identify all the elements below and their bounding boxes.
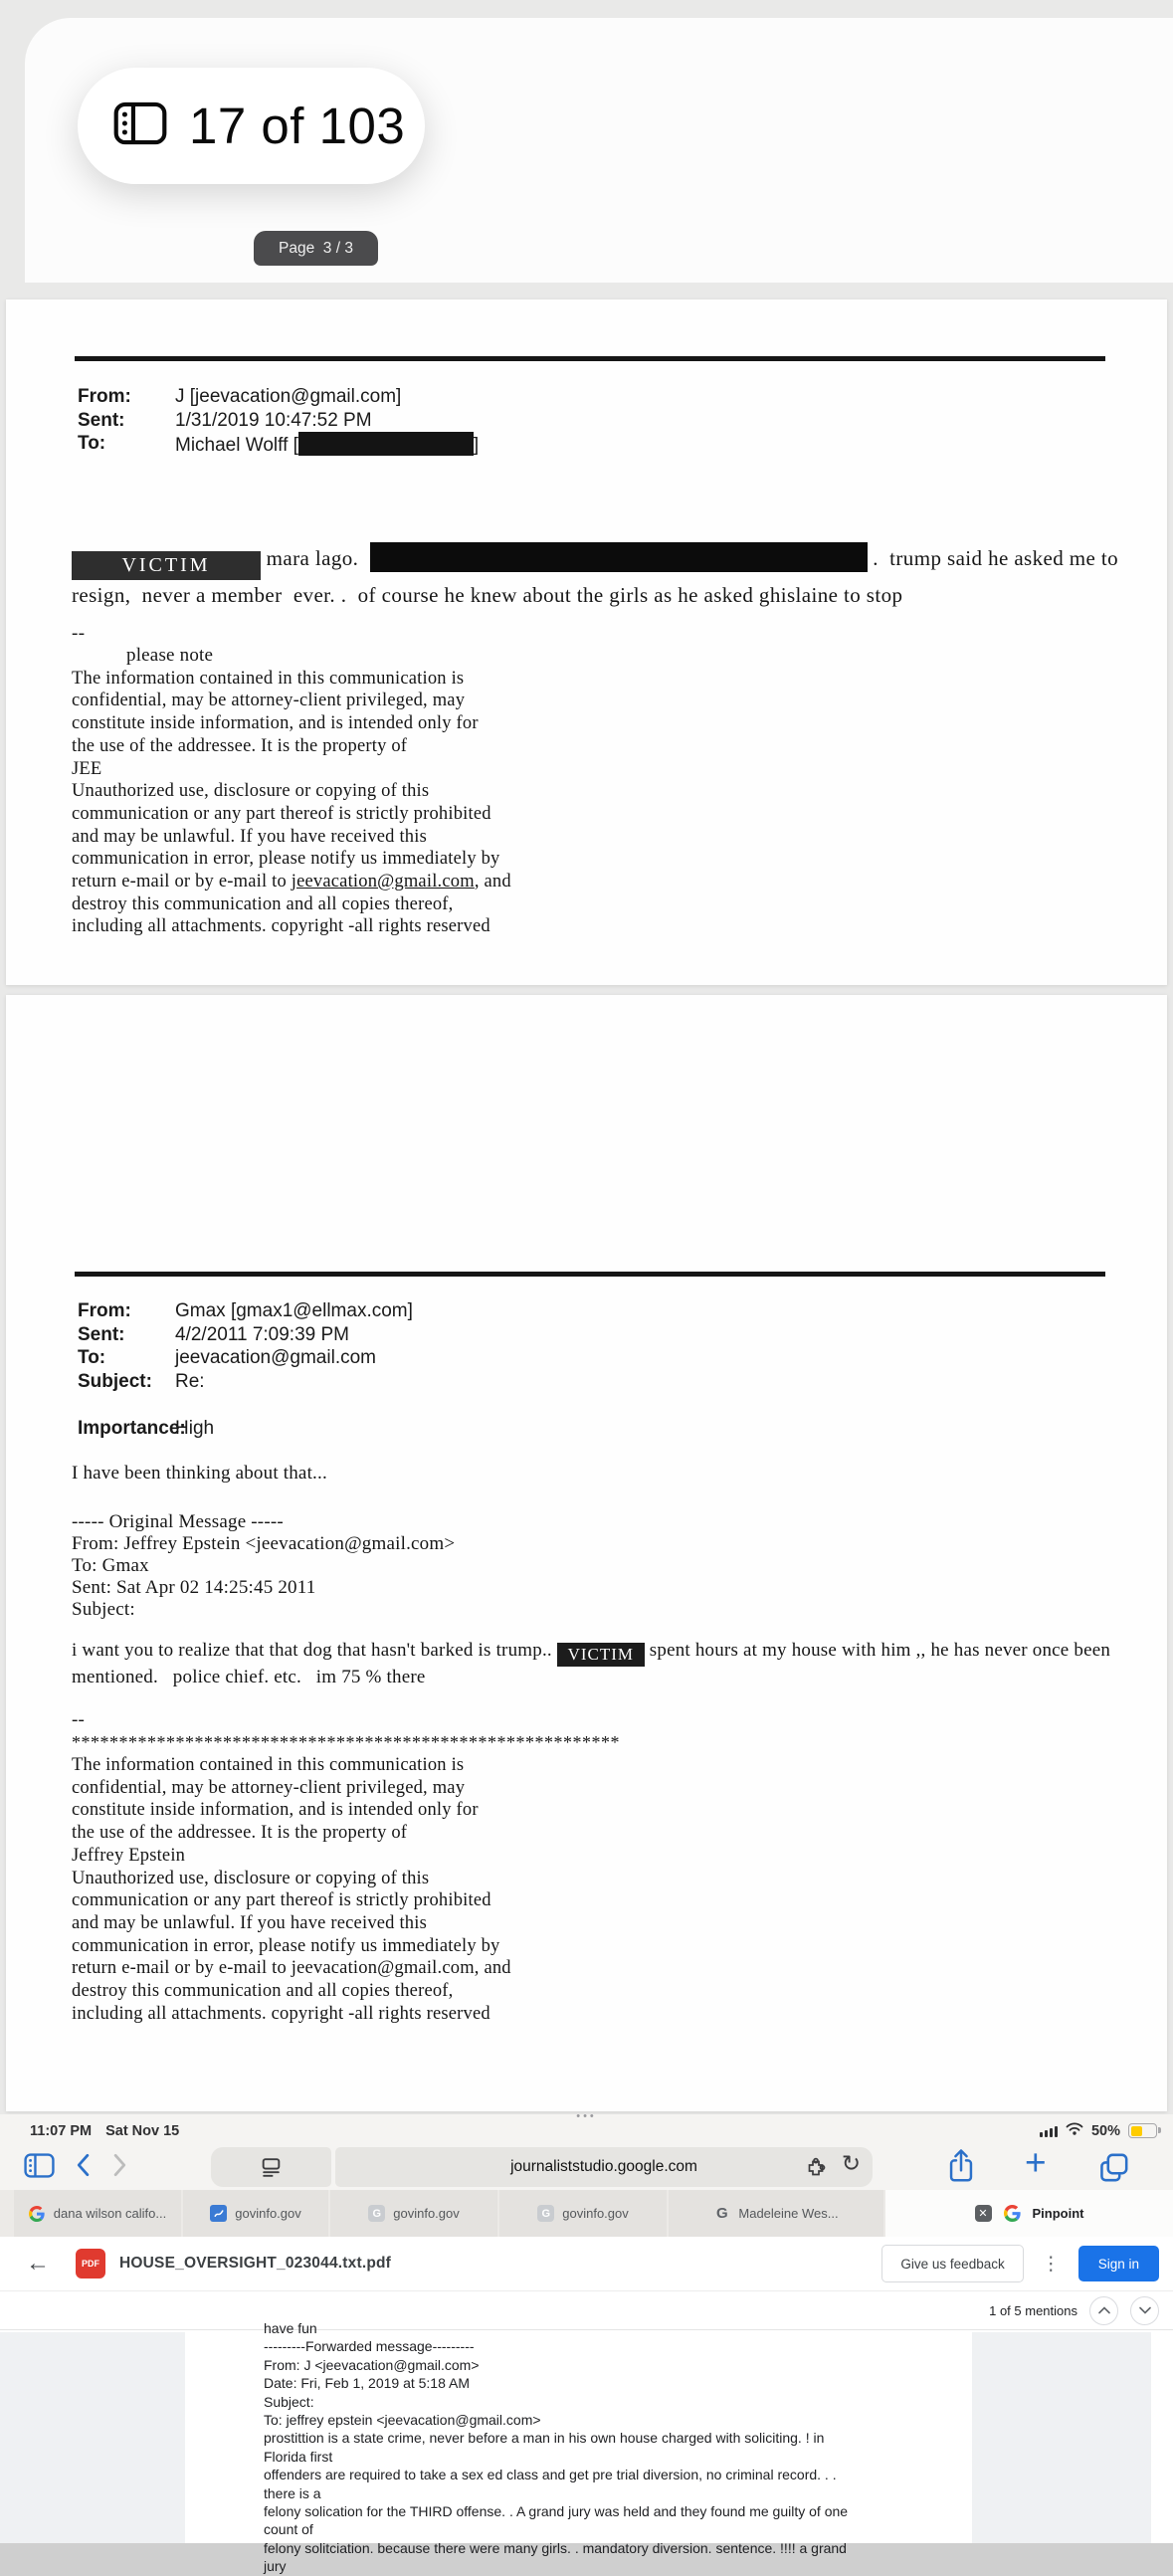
pdf-file-icon: PDF bbox=[76, 2249, 105, 2279]
mentions-count: 1 of 5 mentions bbox=[989, 2302, 1077, 2318]
disclaimer-line: Unauthorized use, disclosure or copying of this bbox=[72, 781, 430, 802]
address-bar[interactable] bbox=[335, 2147, 873, 2187]
disclaimer-line: communication or any part thereof is strictly prohibited bbox=[72, 1890, 491, 1911]
email-link: jeevacation@gmail.com bbox=[291, 872, 475, 892]
next-mention-button[interactable] bbox=[1130, 2296, 1159, 2325]
url-text: journaliststudio.google.com bbox=[510, 2158, 697, 2175]
tab-label: govinfo.gov bbox=[562, 2206, 629, 2221]
back-icon[interactable] bbox=[76, 2153, 90, 2182]
close-tab-icon[interactable]: ✕ bbox=[975, 2205, 992, 2222]
disclaimer-line: The information contained in this communication is bbox=[72, 668, 465, 689]
disclaimer-email-line: return e-mail or by e-mail to jeevacation@gmail.com, and bbox=[72, 872, 511, 892]
email2-opening: I have been thinking about that... bbox=[72, 1463, 327, 1484]
disclaimer-line: communication or any part thereof is strictly prohibited bbox=[72, 803, 491, 824]
toolbar-handle: ••• bbox=[576, 2110, 597, 2122]
disclaimer-line: return e-mail or by e-mail to jeevacation@gmail.com, and bbox=[72, 1958, 511, 1979]
tab-label: govinfo.gov bbox=[393, 2206, 460, 2221]
from-value: Gmax [gmax1@ellmax.com] bbox=[175, 1300, 413, 1321]
email1-header bbox=[78, 385, 479, 458]
disclaimer-line: communication in error, please notify us immediately by bbox=[72, 1935, 500, 1956]
cellular-signal-icon bbox=[1040, 2125, 1058, 2137]
redaction-block bbox=[298, 432, 474, 456]
sent-label: Sent: bbox=[78, 409, 125, 431]
preview-line: To: jeffrey epstein <jeevacation@gmail.com> bbox=[264, 2412, 541, 2429]
sent-value: 1/31/2019 10:47:52 PM bbox=[175, 409, 372, 431]
to-value: jeevacation@gmail.com bbox=[175, 1347, 376, 1368]
page-indicator-pill[interactable] bbox=[78, 68, 425, 184]
tabs-overview-icon[interactable] bbox=[1097, 2151, 1130, 2189]
preview-text bbox=[264, 2319, 970, 2576]
disclaimer-line: destroy this communication and all copies thereof, bbox=[72, 1981, 454, 2002]
email1-paragraph: VICTIM mara lago. . trump said he asked me to resign, never a member ever. . of course he knew about the girls as he asked ghislaine to stop bbox=[72, 542, 1158, 610]
quote-line: From: Jeffrey Epstein <jeevacation@gmail.com> bbox=[72, 1533, 456, 1554]
back-arrow-icon[interactable]: ← bbox=[26, 2250, 50, 2277]
reload-icon[interactable]: ↻ bbox=[841, 2151, 861, 2177]
browser-tab[interactable] bbox=[669, 2190, 883, 2237]
kebab-menu-icon[interactable]: ⋮ bbox=[1041, 2253, 1061, 2275]
importance-label: Importance: bbox=[78, 1418, 186, 1439]
email1-disclaimer bbox=[72, 668, 1158, 938]
wifi-icon bbox=[1066, 2122, 1083, 2139]
horizontal-rule bbox=[75, 1272, 1105, 1277]
pinpoint-file-header bbox=[0, 2237, 1173, 2291]
preview-line: Date: Fri, Feb 1, 2019 at 5:18 AM bbox=[264, 2375, 470, 2392]
horizontal-rule bbox=[75, 356, 1105, 361]
preview-line: there is a bbox=[264, 2484, 321, 2501]
status-left bbox=[30, 2123, 179, 2139]
sidebar-icon[interactable] bbox=[24, 2153, 55, 2183]
redaction-block bbox=[370, 542, 868, 572]
signature-dashes: -- bbox=[72, 623, 86, 644]
preview-left-margin bbox=[0, 2332, 185, 2543]
pdf-page-email1 bbox=[6, 299, 1167, 985]
sent-label: Sent: bbox=[78, 1323, 125, 1345]
preview-line: Subject: bbox=[264, 2393, 314, 2410]
from-value: J [jeevacation@gmail.com] bbox=[175, 386, 402, 407]
give-feedback-button[interactable]: Give us feedback bbox=[881, 2245, 1023, 2282]
status-right bbox=[1040, 2122, 1157, 2139]
disclaimer-line: confidential, may be attorney-client privileged, may bbox=[72, 691, 466, 711]
disclaimer-line: the use of the addressee. It is the property of bbox=[72, 735, 408, 756]
subject-label: Subject: bbox=[78, 1370, 152, 1392]
disclaimer-line: the use of the addressee. It is the property of bbox=[72, 1823, 408, 1844]
document-filename: HOUSE_OVERSIGHT_023044.txt.pdf bbox=[119, 2255, 392, 2272]
date: Sat Nov 15 bbox=[105, 2122, 180, 2139]
preview-line: Florida first bbox=[264, 2448, 333, 2465]
disclaimer-line: Unauthorized use, disclosure or copying of this bbox=[72, 1868, 430, 1888]
reader-view-button[interactable] bbox=[211, 2147, 331, 2187]
preview-line: count of bbox=[264, 2521, 313, 2538]
email1-body bbox=[72, 542, 1158, 938]
browser-tab[interactable] bbox=[14, 2190, 181, 2237]
disclaimer-line: including all attachments. copyright -all rights reserved bbox=[72, 2003, 490, 2024]
tab-label: Pinpoint bbox=[1032, 2206, 1084, 2221]
sidebar-pages-icon bbox=[113, 101, 167, 150]
clock: 11:07 PM bbox=[30, 2122, 93, 2139]
email2-paragraph: i want you to realize that that dog that hasn't barked is trump.. VICTIM spent hours at my house with him ,, he has never once been mentioned. police chief. etc. im 75 % there bbox=[72, 1640, 1115, 1687]
preview-line: From: J <jeevacation@gmail.com> bbox=[264, 2356, 480, 2373]
victim-redaction-box: VICTIM bbox=[72, 551, 261, 580]
preview-line: ---------Forwarded message--------- bbox=[264, 2338, 475, 2355]
disclaimer-line: The information contained in this communication is bbox=[72, 1755, 465, 1775]
document-preview[interactable] bbox=[0, 2320, 1173, 2575]
gray-globe-icon: G bbox=[368, 2205, 385, 2222]
disclaimer-line: constitute inside information, and is intended only for bbox=[72, 1800, 479, 1821]
google-icon bbox=[29, 2205, 46, 2222]
browser-tab[interactable] bbox=[330, 2190, 497, 2237]
previous-page-card bbox=[25, 18, 1173, 283]
please-note: please note bbox=[126, 645, 214, 666]
email2-body bbox=[72, 1463, 1158, 2025]
importance-value: High bbox=[175, 1418, 215, 1439]
from-label: From: bbox=[78, 1300, 131, 1321]
page-indicator-text: 17 of 103 bbox=[189, 98, 406, 154]
gray-globe-icon: G bbox=[537, 2205, 554, 2222]
preview-line: offenders are required to take a sex ed class and get pre trial diversion, no criminal record. . . bbox=[264, 2467, 837, 2483]
govinfo-icon bbox=[210, 2205, 227, 2222]
preview-line: prostittion is a state crime, never before a man in his own house charged with soliciting. ! in bbox=[264, 2430, 825, 2447]
preview-line: felony solitciation. because there were many girls. . mandatory diversion. sentence. !!!! a grand bbox=[264, 2539, 847, 2556]
disclaimer-line: JEE bbox=[72, 758, 102, 779]
tab-label: dana wilson califo... bbox=[53, 2206, 167, 2221]
browser-tab[interactable] bbox=[183, 2190, 328, 2237]
tab-bar bbox=[0, 2190, 1173, 2237]
quote-line: To: Gmax bbox=[72, 1555, 149, 1576]
google-g-icon: G bbox=[716, 2205, 728, 2222]
sign-in-button[interactable]: Sign in bbox=[1078, 2246, 1159, 2281]
tab-label: Madeleine Wes... bbox=[738, 2206, 839, 2221]
quote-line: Subject: bbox=[72, 1599, 135, 1620]
disclaimer-line: communication in error, please notify us immediately by bbox=[72, 849, 500, 870]
previous-mention-button[interactable] bbox=[1089, 2296, 1118, 2325]
page-number-toast: Page 3 / 3 bbox=[254, 231, 378, 266]
signature-dashes: -- bbox=[72, 1709, 86, 1730]
active-tab-pinpoint[interactable] bbox=[885, 2190, 1173, 2237]
tab-label: govinfo.gov bbox=[235, 2206, 301, 2221]
quote-line: Sent: Sat Apr 02 14:25:45 2011 bbox=[72, 1577, 316, 1598]
quote-line: ----- Original Message ----- bbox=[72, 1511, 284, 1532]
from-label: From: bbox=[78, 386, 131, 407]
to-value: Michael Wolff [ ] bbox=[175, 432, 479, 458]
to-label: To: bbox=[78, 1347, 106, 1368]
share-icon[interactable] bbox=[946, 2148, 976, 2189]
sent-value: 4/2/2011 7:09:39 PM bbox=[175, 1323, 349, 1345]
to-label: To: bbox=[78, 433, 106, 454]
forward-icon[interactable] bbox=[113, 2153, 127, 2182]
disclaimer-line: and may be unlawful. If you have received this bbox=[72, 826, 427, 847]
preview-line: jury bbox=[264, 2558, 287, 2575]
disclaimer-line: and may be unlawful. If you have received this bbox=[72, 1912, 427, 1933]
browser-toolbar bbox=[0, 2144, 1173, 2190]
extensions-icon[interactable] bbox=[805, 2156, 827, 2183]
disclaimer-line: constitute inside information, and is intended only for bbox=[72, 713, 479, 734]
asterisk-divider: ********************************************************** bbox=[72, 1732, 620, 1752]
disclaimer-line: confidential, may be attorney-client privileged, may bbox=[72, 1777, 466, 1798]
email2-header bbox=[78, 1299, 413, 1441]
google-icon bbox=[1004, 2205, 1021, 2222]
email2-disclaimer bbox=[72, 1754, 1158, 2025]
disclaimer-line: destroy this communication and all copies thereof, bbox=[72, 893, 454, 914]
preview-right-panel bbox=[972, 2332, 1151, 2543]
battery-percent: 50% bbox=[1090, 2122, 1120, 2139]
disclaimer-line: including all attachments. copyright -all rights reserved bbox=[72, 916, 490, 937]
new-tab-icon[interactable]: + bbox=[1025, 2142, 1047, 2183]
preview-line: have fun bbox=[264, 2320, 317, 2336]
disclaimer-line: Jeffrey Epstein bbox=[72, 1845, 186, 1866]
battery-icon bbox=[1128, 2123, 1157, 2138]
subject-value: Re: bbox=[175, 1370, 205, 1392]
quoted-message-header bbox=[72, 1511, 1158, 1621]
status-bar bbox=[30, 2122, 1157, 2139]
browser-chrome bbox=[0, 2110, 1173, 2575]
victim-redaction-box: VICTIM bbox=[557, 1643, 645, 1667]
preview-line: felony solication for the THIRD offense. . A grand jury was held and they found me guilty of one bbox=[264, 2503, 849, 2520]
pdf-page-email2 bbox=[6, 995, 1167, 2111]
browser-tab[interactable] bbox=[499, 2190, 667, 2237]
